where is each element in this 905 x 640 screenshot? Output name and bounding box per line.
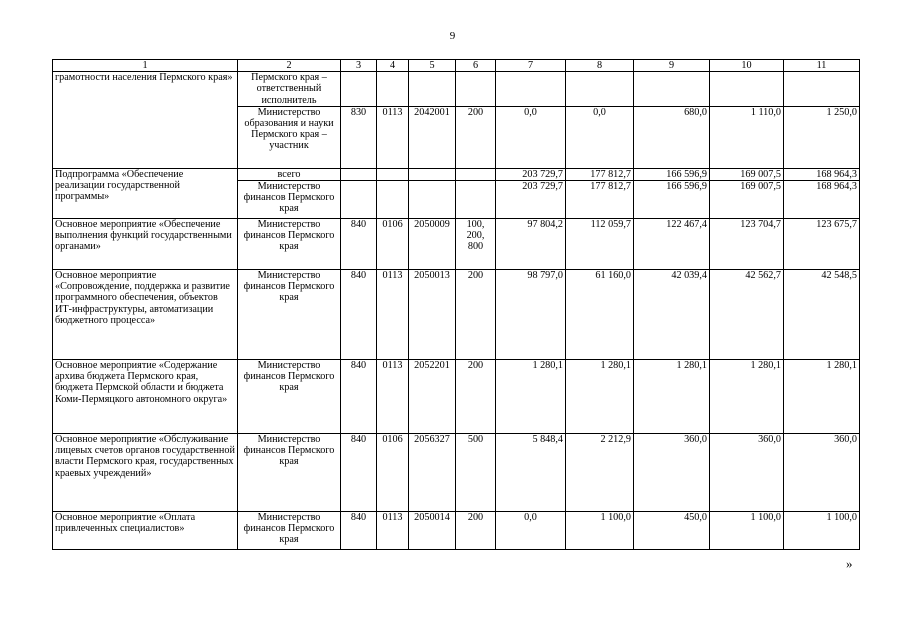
section-cell (377, 181, 409, 219)
column-header: 1 (53, 60, 238, 72)
value-cell: 0,0 (566, 106, 634, 168)
value-cell: 177 812,7 (566, 181, 634, 219)
column-header: 7 (496, 60, 566, 72)
value-cell: 0,0 (496, 512, 566, 550)
value-cell: 360,0 (634, 434, 710, 512)
column-header: 5 (409, 60, 456, 72)
executor-cell: Министерство финансов Пермского края (238, 181, 341, 219)
table-row (53, 512, 860, 550)
program-name-cell: Основное мероприятие «Обеспечение выполнения функций государственными органами» (53, 219, 238, 270)
column-header: 4 (377, 60, 409, 72)
value-cell: 61 160,0 (566, 270, 634, 360)
value-cell: 360,0 (784, 434, 860, 512)
value-cell: 203 729,7 (496, 168, 566, 180)
value-cell: 1 280,1 (566, 360, 634, 434)
vr-cell (456, 181, 496, 219)
value-cell: 1 100,0 (710, 512, 784, 550)
grbs-cell: 840 (341, 360, 377, 434)
value-cell: 166 596,9 (634, 181, 710, 219)
value-cell: 98 797,0 (496, 270, 566, 360)
grbs-cell: 840 (341, 434, 377, 512)
program-name-cell: грамотности населения Пермского края» (53, 72, 238, 169)
value-cell: 203 729,7 (496, 181, 566, 219)
executor-cell: Министерство финансов Пермского края (238, 434, 341, 512)
value-cell: 450,0 (634, 512, 710, 550)
value-cell: 42 562,7 (710, 270, 784, 360)
section-cell: 0113 (377, 270, 409, 360)
value-cell (784, 72, 860, 107)
value-cell: 166 596,9 (634, 168, 710, 180)
executor-cell: Министерство финансов Пермского края (238, 360, 341, 434)
value-cell: 5 848,4 (496, 434, 566, 512)
section-cell: 0113 (377, 106, 409, 168)
value-cell: 169 007,5 (710, 168, 784, 180)
vr-cell: 100, 200, 800 (456, 219, 496, 270)
value-cell: 169 007,5 (710, 181, 784, 219)
program-name-cell: Подпрограмма «Обеспечение реализации государственной программы» (53, 168, 238, 218)
grbs-cell (341, 181, 377, 219)
value-cell: 97 804,2 (496, 219, 566, 270)
executor-cell: Министерство финансов Пермского края (238, 219, 341, 270)
value-cell: 168 964,3 (784, 181, 860, 219)
vr-cell: 500 (456, 434, 496, 512)
column-header: 10 (710, 60, 784, 72)
value-cell (710, 72, 784, 107)
value-cell: 2 212,9 (566, 434, 634, 512)
csr-cell: 2056327 (409, 434, 456, 512)
column-header: 11 (784, 60, 860, 72)
section-cell (377, 72, 409, 107)
value-cell: 112 059,7 (566, 219, 634, 270)
value-cell: 1 250,0 (784, 106, 860, 168)
value-cell: 1 100,0 (784, 512, 860, 550)
page-number: 9 (449, 30, 456, 42)
table-row (53, 434, 860, 512)
program-name-cell: Основное мероприятие «Содержание архива бюджета Пермского края, бюджета Пермской области и бюджета Коми-Пермяцкого автономного округа» (53, 360, 238, 434)
csr-cell: 2052201 (409, 360, 456, 434)
csr-cell (409, 72, 456, 107)
budget-table (52, 59, 860, 550)
executor-cell: Пермского края – ответственный исполнитель (238, 72, 341, 107)
column-header: 9 (634, 60, 710, 72)
csr-cell: 2050013 (409, 270, 456, 360)
value-cell: 42 039,4 (634, 270, 710, 360)
value-cell: 0,0 (496, 106, 566, 168)
executor-cell: Министерство финансов Пермского края (238, 512, 341, 550)
column-header: 8 (566, 60, 634, 72)
value-cell: 122 467,4 (634, 219, 710, 270)
grbs-cell: 840 (341, 219, 377, 270)
table-row (53, 219, 860, 270)
value-cell: 360,0 (710, 434, 784, 512)
table-row (53, 360, 860, 434)
column-header: 6 (456, 60, 496, 72)
section-cell: 0106 (377, 434, 409, 512)
vr-cell (456, 72, 496, 107)
value-cell: 1 100,0 (566, 512, 634, 550)
value-cell: 1 280,1 (784, 360, 860, 434)
value-cell: 123 675,7 (784, 219, 860, 270)
value-cell: 42 548,5 (784, 270, 860, 360)
section-cell: 0106 (377, 219, 409, 270)
vr-cell: 200 (456, 106, 496, 168)
grbs-cell: 840 (341, 512, 377, 550)
column-header: 3 (341, 60, 377, 72)
column-number-row (53, 60, 860, 72)
csr-cell (409, 168, 456, 180)
column-header: 2 (238, 60, 341, 72)
value-cell (566, 72, 634, 107)
program-name-cell: Основное мероприятие «Обслуживание лицевых счетов органов государственной власти Пермского края, государственных краевых учреждений» (53, 434, 238, 512)
value-cell: 1 280,1 (710, 360, 784, 434)
csr-cell: 2042001 (409, 106, 456, 168)
vr-cell: 200 (456, 512, 496, 550)
section-cell: 0113 (377, 360, 409, 434)
vr-cell (456, 168, 496, 180)
value-cell: 123 704,7 (710, 219, 784, 270)
closing-quote-mark: » (846, 556, 853, 571)
value-cell: 168 964,3 (784, 168, 860, 180)
value-cell (496, 72, 566, 107)
vr-cell: 200 (456, 360, 496, 434)
executor-cell: всего (238, 168, 341, 180)
executor-cell: Министерство финансов Пермского края (238, 270, 341, 360)
value-cell: 1 110,0 (710, 106, 784, 168)
grbs-cell: 830 (341, 106, 377, 168)
section-cell (377, 168, 409, 180)
value-cell: 1 280,1 (496, 360, 566, 434)
executor-cell: Министерство образования и науки Пермского края – участник (238, 106, 341, 168)
program-name-cell: Основное мероприятие «Оплата привлеченных специалистов» (53, 512, 238, 550)
table-row (53, 168, 860, 180)
table-row (53, 72, 860, 107)
table-row (53, 270, 860, 360)
csr-cell: 2050009 (409, 219, 456, 270)
grbs-cell (341, 168, 377, 180)
value-cell: 1 280,1 (634, 360, 710, 434)
value-cell (634, 72, 710, 107)
value-cell: 177 812,7 (566, 168, 634, 180)
grbs-cell: 840 (341, 270, 377, 360)
value-cell: 680,0 (634, 106, 710, 168)
grbs-cell (341, 72, 377, 107)
program-name-cell: Основное мероприятие «Сопровождение, поддержка и развитие программного обеспечения, объектов ИТ-инфраструктуры, автоматизации бюджетного процесса» (53, 270, 238, 360)
csr-cell (409, 181, 456, 219)
vr-cell: 200 (456, 270, 496, 360)
section-cell: 0113 (377, 512, 409, 550)
csr-cell: 2050014 (409, 512, 456, 550)
